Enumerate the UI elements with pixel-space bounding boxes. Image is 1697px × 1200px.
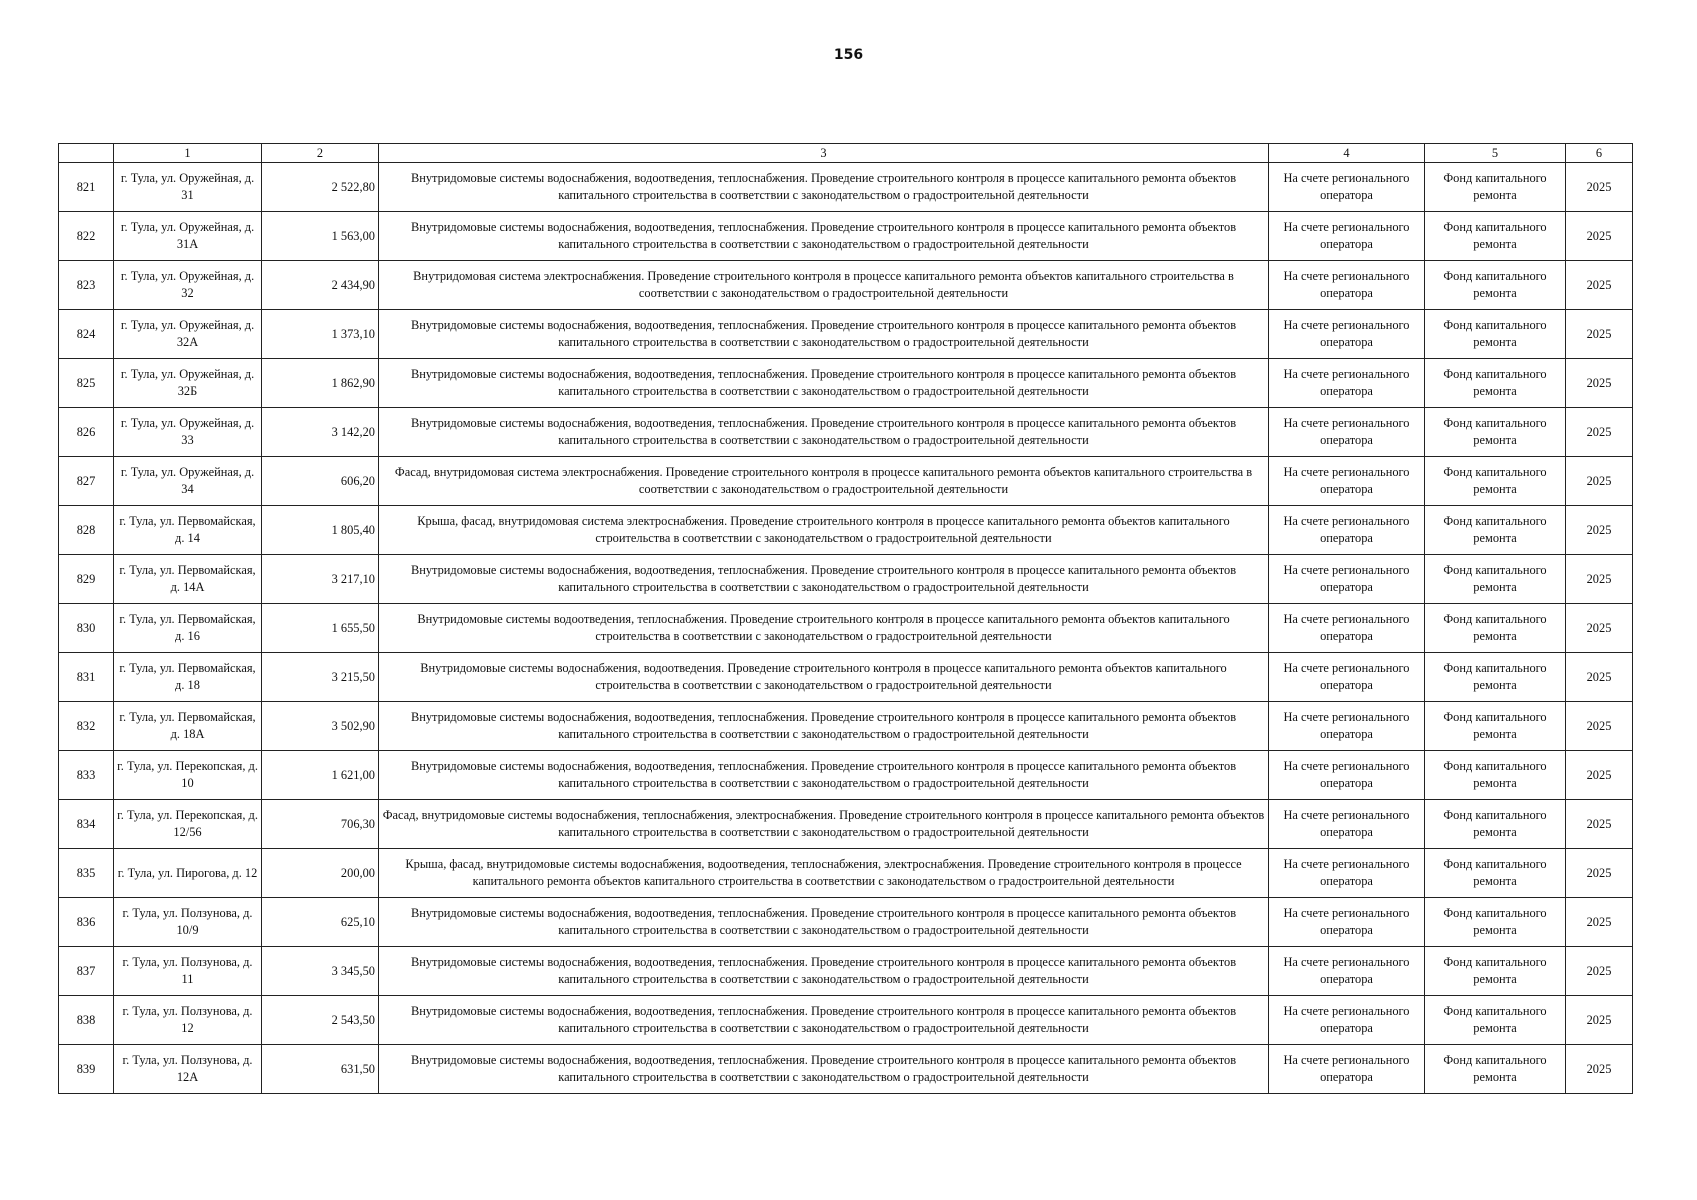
row-year: 2025 — [1566, 212, 1633, 261]
row-funding-source: Фонд капитального ремонта — [1425, 653, 1566, 702]
column-header-4: 4 — [1269, 144, 1425, 163]
row-area: 2 434,90 — [262, 261, 379, 310]
row-number: 839 — [59, 1045, 114, 1094]
table-row — [59, 604, 1633, 653]
row-account: На счете регионального оператора — [1269, 947, 1425, 996]
row-area: 631,50 — [262, 1045, 379, 1094]
row-number: 831 — [59, 653, 114, 702]
row-funding-source: Фонд капитального ремонта — [1425, 947, 1566, 996]
row-account: На счете регионального оператора — [1269, 506, 1425, 555]
row-address: г. Тула, ул. Оружейная, д. 32А — [114, 310, 262, 359]
row-account: На счете регионального оператора — [1269, 555, 1425, 604]
row-address: г. Тула, ул. Ползунова, д. 11 — [114, 947, 262, 996]
row-area: 706,30 — [262, 800, 379, 849]
row-works: Внутридомовые системы водоснабжения, водоотведения, теплоснабжения. Проведение строительного контроля в процессе капитального ремонта объектов капитального строительства в соответствии с законодательством о градостроительной деятельности — [379, 555, 1269, 604]
row-funding-source: Фонд капитального ремонта — [1425, 310, 1566, 359]
row-number: 828 — [59, 506, 114, 555]
row-address: г. Тула, ул. Оружейная, д. 32Б — [114, 359, 262, 408]
row-account: На счете регионального оператора — [1269, 457, 1425, 506]
row-works: Внутридомовые системы водоснабжения, водоотведения, теплоснабжения. Проведение строительного контроля в процессе капитального ремонта объектов капитального строительства в соответствии с законодательством о градостроительной деятельности — [379, 310, 1269, 359]
row-works: Внутридомовые системы водоснабжения, водоотведения, теплоснабжения. Проведение строительного контроля в процессе капитального ремонта объектов капитального строительства в соответствии с законодательством о градостроительной деятельности — [379, 702, 1269, 751]
row-number: 834 — [59, 800, 114, 849]
row-address: г. Тула, ул. Ползунова, д. 12 — [114, 996, 262, 1045]
row-number: 836 — [59, 898, 114, 947]
row-year: 2025 — [1566, 604, 1633, 653]
row-works: Внутридомовые системы водоотведения, теплоснабжения. Проведение строительного контроля в процессе капитального ремонта объектов капитального строительства в соответствии с законодательством о градостроительной деятельности — [379, 604, 1269, 653]
capital-repair-table — [58, 143, 1633, 1094]
row-year: 2025 — [1566, 457, 1633, 506]
row-area: 606,20 — [262, 457, 379, 506]
row-address: г. Тула, ул. Первомайская, д. 14А — [114, 555, 262, 604]
row-area: 625,10 — [262, 898, 379, 947]
row-year: 2025 — [1566, 555, 1633, 604]
table-row — [59, 261, 1633, 310]
row-address: г. Тула, ул. Перекопская, д. 10 — [114, 751, 262, 800]
row-year: 2025 — [1566, 1045, 1633, 1094]
row-works: Крыша, фасад, внутридомовая система электроснабжения. Проведение строительного контроля в процессе капитального ремонта объектов капитального строительства в соответствии с законодательством о градостроительной деятельности — [379, 506, 1269, 555]
row-number: 833 — [59, 751, 114, 800]
row-funding-source: Фонд капитального ремонта — [1425, 408, 1566, 457]
row-address: г. Тула, ул. Первомайская, д. 14 — [114, 506, 262, 555]
row-year: 2025 — [1566, 163, 1633, 212]
row-year: 2025 — [1566, 653, 1633, 702]
row-address: г. Тула, ул. Оружейная, д. 33 — [114, 408, 262, 457]
row-year: 2025 — [1566, 702, 1633, 751]
row-account: На счете регионального оператора — [1269, 212, 1425, 261]
row-funding-source: Фонд капитального ремонта — [1425, 898, 1566, 947]
row-year: 2025 — [1566, 898, 1633, 947]
row-account: На счете регионального оператора — [1269, 261, 1425, 310]
row-works: Внутридомовые системы водоснабжения, водоотведения, теплоснабжения. Проведение строительного контроля в процессе капитального ремонта объектов капитального строительства в соответствии с законодательством о градостроительной деятельности — [379, 1045, 1269, 1094]
row-works: Внутридомовые системы водоснабжения, водоотведения, теплоснабжения. Проведение строительного контроля в процессе капитального ремонта объектов капитального строительства в соответствии с законодательством о градостроительной деятельности — [379, 996, 1269, 1045]
row-address: г. Тула, ул. Первомайская, д. 18 — [114, 653, 262, 702]
row-account: На счете регионального оператора — [1269, 359, 1425, 408]
row-number: 838 — [59, 996, 114, 1045]
row-number: 832 — [59, 702, 114, 751]
row-number: 835 — [59, 849, 114, 898]
row-address: г. Тула, ул. Пирогова, д. 12 — [114, 849, 262, 898]
column-number-header-row — [59, 144, 1633, 163]
table-row — [59, 506, 1633, 555]
row-number: 825 — [59, 359, 114, 408]
row-account: На счете регионального оператора — [1269, 849, 1425, 898]
row-area: 1 805,40 — [262, 506, 379, 555]
table-row — [59, 849, 1633, 898]
row-account: На счете регионального оператора — [1269, 751, 1425, 800]
row-funding-source: Фонд капитального ремонта — [1425, 751, 1566, 800]
row-funding-source: Фонд капитального ремонта — [1425, 163, 1566, 212]
table-row — [59, 457, 1633, 506]
row-year: 2025 — [1566, 996, 1633, 1045]
row-account: На счете регионального оператора — [1269, 800, 1425, 849]
column-header-5: 5 — [1425, 144, 1566, 163]
row-address: г. Тула, ул. Первомайская, д. 18А — [114, 702, 262, 751]
row-funding-source: Фонд капитального ремонта — [1425, 604, 1566, 653]
row-address: г. Тула, ул. Ползунова, д. 12А — [114, 1045, 262, 1094]
column-header-6: 6 — [1566, 144, 1633, 163]
row-funding-source: Фонд капитального ремонта — [1425, 702, 1566, 751]
row-year: 2025 — [1566, 261, 1633, 310]
row-account: На счете регионального оператора — [1269, 702, 1425, 751]
row-number: 829 — [59, 555, 114, 604]
row-funding-source: Фонд капитального ремонта — [1425, 996, 1566, 1045]
row-works: Внутридомовые системы водоснабжения, водоотведения, теплоснабжения. Проведение строительного контроля в процессе капитального ремонта объектов капитального строительства в соответствии с законодательством о градостроительной деятельности — [379, 408, 1269, 457]
table-row — [59, 996, 1633, 1045]
row-address: г. Тула, ул. Ползунова, д. 10/9 — [114, 898, 262, 947]
row-works: Фасад, внутридомовая система электроснабжения. Проведение строительного контроля в процессе капитального ремонта объектов капитального строительства в соответствии с законодательством о градостроительной деятельности — [379, 457, 1269, 506]
table-row — [59, 702, 1633, 751]
row-address: г. Тула, ул. Первомайская, д. 16 — [114, 604, 262, 653]
table-row — [59, 359, 1633, 408]
table-row — [59, 898, 1633, 947]
row-works: Внутридомовые системы водоснабжения, водоотведения, теплоснабжения. Проведение строительного контроля в процессе капитального ремонта объектов капитального строительства в соответствии с законодательством о градостроительной деятельности — [379, 898, 1269, 947]
row-address: г. Тула, ул. Оружейная, д. 32 — [114, 261, 262, 310]
table-row — [59, 751, 1633, 800]
row-works: Фасад, внутридомовые системы водоснабжения, теплоснабжения, электроснабжения. Проведение строительного контроля в процессе капитального ремонта объектов капитального строительства в соответствии с законодательством о градостроительной деятельности — [379, 800, 1269, 849]
column-header-1: 1 — [114, 144, 262, 163]
row-number: 821 — [59, 163, 114, 212]
column-header-3: 3 — [379, 144, 1269, 163]
row-funding-source: Фонд капитального ремонта — [1425, 457, 1566, 506]
row-works: Внутридомовые системы водоснабжения, водоотведения, теплоснабжения. Проведение строительного контроля в процессе капитального ремонта объектов капитального строительства в соответствии с законодательством о градостроительной деятельности — [379, 947, 1269, 996]
row-year: 2025 — [1566, 408, 1633, 457]
row-funding-source: Фонд капитального ремонта — [1425, 800, 1566, 849]
row-works: Внутридомовые системы водоснабжения, водоотведения, теплоснабжения. Проведение строительного контроля в процессе капитального ремонта объектов капитального строительства в соответствии с законодательством о градостроительной деятельности — [379, 212, 1269, 261]
row-account: На счете регионального оператора — [1269, 408, 1425, 457]
row-address: г. Тула, ул. Перекопская, д. 12/56 — [114, 800, 262, 849]
row-funding-source: Фонд капитального ремонта — [1425, 849, 1566, 898]
row-works: Внутридомовые системы водоснабжения, водоотведения. Проведение строительного контроля в процессе капитального ремонта объектов капитального строительства в соответствии с законодательством о градостроительной деятельности — [379, 653, 1269, 702]
table-row — [59, 555, 1633, 604]
table-row — [59, 947, 1633, 996]
row-number: 826 — [59, 408, 114, 457]
row-funding-source: Фонд капитального ремонта — [1425, 261, 1566, 310]
row-account: На счете регионального оператора — [1269, 653, 1425, 702]
row-year: 2025 — [1566, 359, 1633, 408]
row-works: Внутридомовые системы водоснабжения, водоотведения, теплоснабжения. Проведение строительного контроля в процессе капитального ремонта объектов капитального строительства в соответствии с законодательством о градостроительной деятельности — [379, 359, 1269, 408]
row-number: 822 — [59, 212, 114, 261]
row-account: На счете регионального оператора — [1269, 1045, 1425, 1094]
table-body — [59, 144, 1633, 1094]
row-number: 837 — [59, 947, 114, 996]
row-funding-source: Фонд капитального ремонта — [1425, 359, 1566, 408]
table-row — [59, 310, 1633, 359]
row-number: 830 — [59, 604, 114, 653]
row-account: На счете регионального оператора — [1269, 163, 1425, 212]
row-area: 2 522,80 — [262, 163, 379, 212]
row-account: На счете регионального оператора — [1269, 310, 1425, 359]
table-row — [59, 212, 1633, 261]
row-area: 200,00 — [262, 849, 379, 898]
row-area: 3 215,50 — [262, 653, 379, 702]
row-area: 1 655,50 — [262, 604, 379, 653]
page-number: 156 — [833, 47, 864, 63]
row-year: 2025 — [1566, 947, 1633, 996]
row-area: 3 142,20 — [262, 408, 379, 457]
row-year: 2025 — [1566, 849, 1633, 898]
row-number: 824 — [59, 310, 114, 359]
table-row — [59, 1045, 1633, 1094]
table-row — [59, 800, 1633, 849]
row-account: На счете регионального оператора — [1269, 898, 1425, 947]
row-funding-source: Фонд капитального ремонта — [1425, 1045, 1566, 1094]
row-year: 2025 — [1566, 506, 1633, 555]
column-header-2: 2 — [262, 144, 379, 163]
row-area: 3 217,10 — [262, 555, 379, 604]
row-area: 1 373,10 — [262, 310, 379, 359]
row-year: 2025 — [1566, 310, 1633, 359]
row-address: г. Тула, ул. Оружейная, д. 31 — [114, 163, 262, 212]
row-account: На счете регионального оператора — [1269, 604, 1425, 653]
row-area: 3 502,90 — [262, 702, 379, 751]
row-year: 2025 — [1566, 800, 1633, 849]
row-account: На счете регионального оператора — [1269, 996, 1425, 1045]
row-number: 827 — [59, 457, 114, 506]
column-header-blank — [59, 144, 114, 163]
row-funding-source: Фонд капитального ремонта — [1425, 555, 1566, 604]
row-year: 2025 — [1566, 751, 1633, 800]
row-funding-source: Фонд капитального ремонта — [1425, 212, 1566, 261]
row-funding-source: Фонд капитального ремонта — [1425, 506, 1566, 555]
row-works: Внутридомовые системы водоснабжения, водоотведения, теплоснабжения. Проведение строительного контроля в процессе капитального ремонта объектов капитального строительства в соответствии с законодательством о градостроительной деятельности — [379, 751, 1269, 800]
row-area: 1 862,90 — [262, 359, 379, 408]
row-area: 1 621,00 — [262, 751, 379, 800]
row-area: 1 563,00 — [262, 212, 379, 261]
row-number: 823 — [59, 261, 114, 310]
row-area: 2 543,50 — [262, 996, 379, 1045]
row-works: Внутридомовые системы водоснабжения, водоотведения, теплоснабжения. Проведение строительного контроля в процессе капитального ремонта объектов капитального строительства в соответствии с законодательством о градостроительной деятельности — [379, 163, 1269, 212]
table-row — [59, 653, 1633, 702]
row-works: Внутридомовая система электроснабжения. Проведение строительного контроля в процессе капитального ремонта объектов капитального строительства в соответствии с законодательством о градостроительной деятельности — [379, 261, 1269, 310]
row-area: 3 345,50 — [262, 947, 379, 996]
row-address: г. Тула, ул. Оружейная, д. 34 — [114, 457, 262, 506]
row-works: Крыша, фасад, внутридомовые системы водоснабжения, водоотведения, теплоснабжения, электроснабжения. Проведение строительного контроля в процессе капитального ремонта объектов капитального строительства в соответствии с законодательством о градостроительной деятельности — [379, 849, 1269, 898]
table-row — [59, 163, 1633, 212]
table-row — [59, 408, 1633, 457]
row-address: г. Тула, ул. Оружейная, д. 31А — [114, 212, 262, 261]
